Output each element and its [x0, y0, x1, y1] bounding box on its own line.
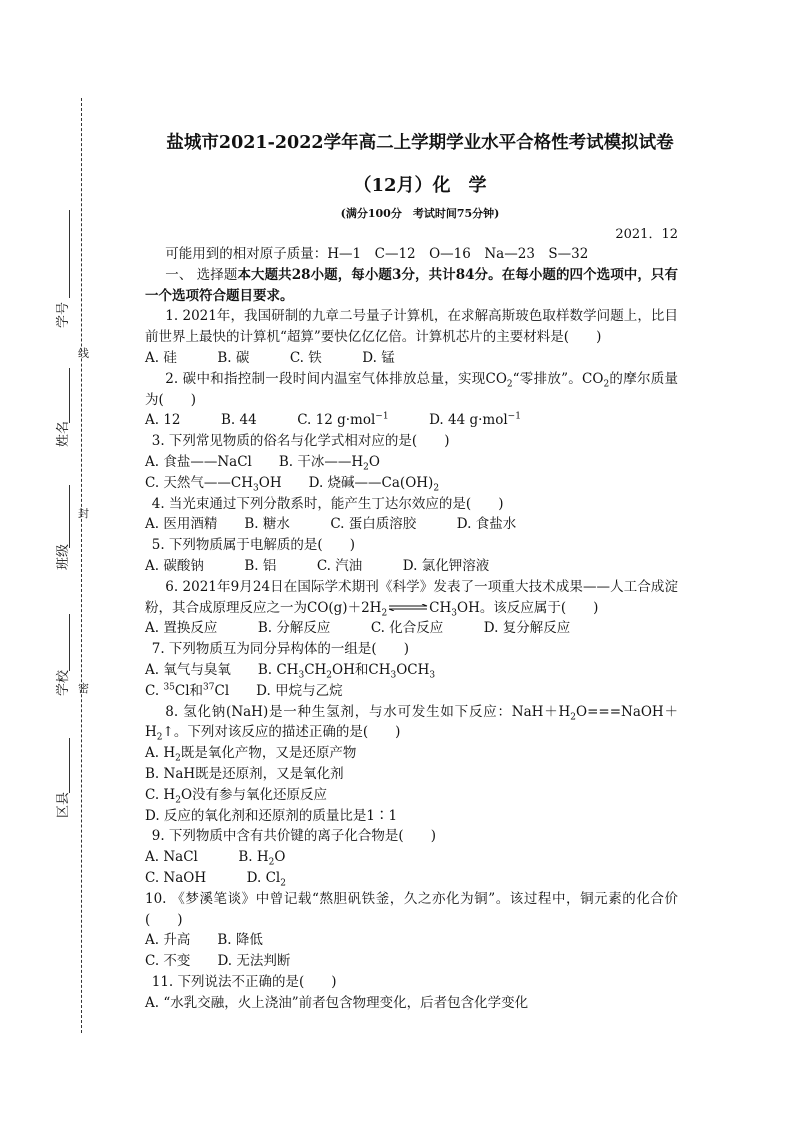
- question-5: 5. 下列物质属于电解质的是( ): [151, 537, 355, 554]
- q6-options: A. 置换反应 B. 分解反应 C. 化合反应 D. 复分解反应: [145, 620, 571, 637]
- q7-options-cd: [145, 681, 678, 702]
- q2-option-d: D. 44 g·mol$^{-1}$: [429, 411, 521, 429]
- district-blank[interactable]: [69, 738, 70, 793]
- student-id-blank[interactable]: [69, 210, 70, 298]
- q2-option-a: A. 12: [145, 412, 181, 429]
- q11-option-a: A. “水乳交融，火上浇油”前者包含物理变化，后者包含化学变化: [145, 994, 529, 1011]
- exam-date: 2021．12: [615, 227, 678, 242]
- reversible-arrow-icon: [387, 604, 429, 611]
- q3-option-a: A. 食盐——NaCl: [145, 453, 252, 470]
- q2-options: [145, 410, 678, 431]
- q2-option-b: B. 44: [221, 412, 257, 429]
- q3-options-ab: [145, 452, 678, 473]
- q1-options: A. 硅 B. 碳 C. 铁 D. 锰: [145, 349, 395, 366]
- q7-option-b: B. $CH_3CH_2OH$和$CH_3OCH_3$: [257, 661, 436, 681]
- question-4: 4. 当光束通过下列分散系时，能产生丁达尔效应的是( ): [151, 495, 504, 512]
- q7-options-ab: [145, 660, 678, 681]
- q5-options: A. 碳酸钠 B. 铝 C. 汽油 D. 氯化钾溶液: [145, 557, 490, 574]
- name-label: 姓名: [56, 420, 71, 447]
- question-7: 7. 下列物质互为同分异构体的一组是( ): [151, 641, 409, 658]
- q10-option-c: C. 不变: [145, 953, 191, 970]
- q10-options-cd: [145, 951, 678, 972]
- question-11: 11. 下列说法不正确的是( ): [151, 973, 337, 990]
- q3-option-b: B. 干冰$——H_2O$: [278, 453, 380, 473]
- q9-option-c: C. NaOH: [145, 869, 207, 886]
- question-6: 6. 2021年9月24日在国际学术期刊《科学》发表了一项重大技术成果——人工合成淀粉，其合成原理反应之一为$CO(g)+2H_2$ $CH_3OH$。该反应属于( ): [145, 578, 678, 619]
- school-blank[interactable]: [69, 614, 70, 671]
- q9-option-a: A. NaCl: [145, 849, 198, 866]
- question-9: 9. 下列物质中含有共价键的离子化合物是( ): [151, 828, 436, 845]
- school-label: 学校: [56, 669, 71, 696]
- q4-options: A. 医用酒精 B. 糖水 C. 蛋白质溶胶 D. 食盐水: [145, 516, 517, 533]
- q3-options-cd: [145, 473, 678, 494]
- section-number: 一、 选择题: [165, 266, 238, 283]
- q2-option-c: C. 12 g·mol$^{-1}$: [297, 411, 389, 429]
- q9-options-ab: [145, 847, 678, 868]
- q3-option-d: D. 烧碱$——Ca(OH)_2$: [308, 474, 440, 494]
- q9-options-cd: [145, 868, 678, 889]
- binding-mark-seal: 封: [78, 507, 89, 520]
- q7-option-c: C. $^{35}$Cl和$^{37}$Cl: [145, 682, 230, 699]
- q10-options-ab: [145, 930, 678, 951]
- class-blank[interactable]: [69, 485, 70, 548]
- student-id-label: 学号: [56, 301, 71, 328]
- q9-option-d: D. $Cl_2$: [246, 869, 286, 889]
- question-1: 1. 2021年，我国研制的九章二号量子计算机，在求解高斯玻色取样数学问题上，比目前世界上最快的计算机“超算”要快亿亿亿倍。计算机芯片的主要材料是( ): [145, 308, 678, 346]
- question-8: 8. 氢化钠(NaH)是一种生氢剂，与水可发生如下反应：$NaH+H_2O===NaOH+H_2↑$。下列对该反应的描述正确的是( ): [145, 703, 678, 744]
- atomic-mass-line: 可能用到的相对原子质量：H—1 C—12 O—16 Na—23 S—32: [165, 246, 589, 262]
- exam-content: [145, 244, 678, 1013]
- question-2: 2. 碳中和指控制一段时间内温室气体排放总量，实现$CO_2“$零排放”。$CO_2$的摩尔质量为( ): [145, 370, 678, 408]
- q10-option-a: A. 升高: [145, 932, 191, 949]
- q7-option-a: A. 氧气与臭氧: [145, 661, 231, 678]
- district-label: 区县: [56, 791, 71, 818]
- class-label: 班级: [56, 543, 71, 570]
- binding-dashed-line: [81, 98, 82, 1033]
- q8-option-d: D. 反应的氧化剂和还原剂的质量比是1∶1: [145, 807, 398, 824]
- exam-info: (满分100分 考试时间75分钟): [340, 207, 500, 220]
- q9-option-b: B. $H_2O$: [238, 849, 286, 868]
- exam-subject: （12月）化 学: [353, 175, 487, 196]
- binding-mark-line: 线: [78, 347, 89, 360]
- binding-mark-close: 密: [78, 682, 89, 695]
- q7-option-d: D. 甲烷与乙烷: [256, 682, 343, 699]
- name-blank[interactable]: [69, 368, 70, 423]
- exam-title: 盐城市2021-2022学年高二上学期学业水平合格性考试模拟试卷: [166, 133, 674, 153]
- q10-option-b: B. 降低: [217, 932, 263, 949]
- section-header: [145, 265, 678, 307]
- q8-option-b: B. NaH既是还原剂，又是氧化剂: [145, 765, 344, 782]
- q3-option-c: C. 天然气$——CH_3OH$: [145, 474, 282, 494]
- section-instructions: 本大题共28小题，每小题3分，共计84分。在每小题的四个选项中，只有一个选项符合题目要求。: [145, 266, 679, 304]
- question-10: 10. 《梦溪笔谈》中曾记载“熬胆矾铁釜，久之亦化为铜”。该过程中，铜元素的化合价( ): [145, 890, 678, 928]
- q8-option-a: A. $H_2$既是氧化产物，又是还原产物: [145, 745, 357, 764]
- question-3: 3. 下列常见物质的俗名与化学式相对应的是( ): [151, 433, 450, 450]
- q10-option-d: D. 无法判断: [217, 953, 291, 970]
- q8-option-c: C. $H_2O$没有参与氧化还原反应: [145, 786, 328, 806]
